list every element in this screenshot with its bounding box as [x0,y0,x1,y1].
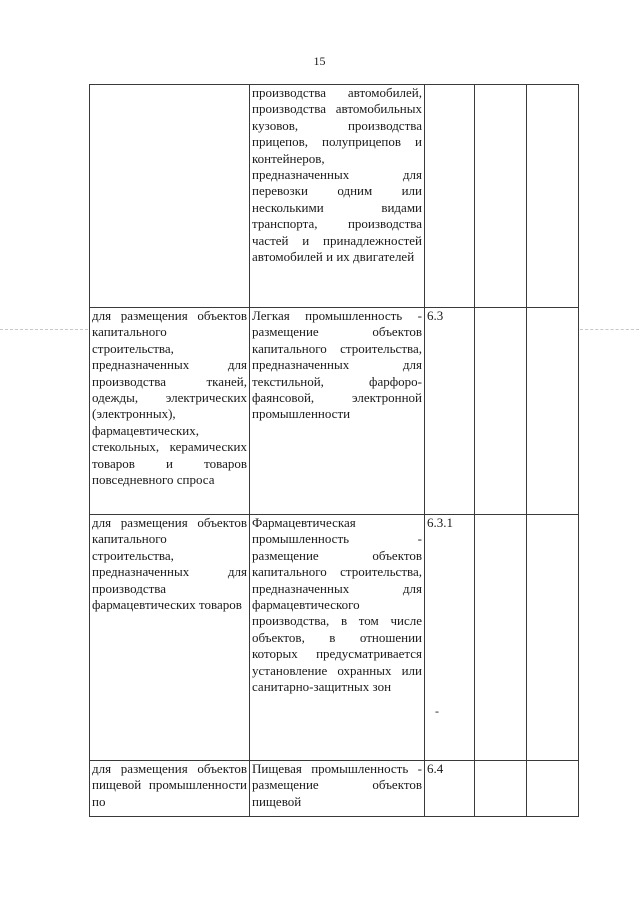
code-cell: 6.3 [425,308,475,515]
description-cell: для размещения объектов пищевой промышленности по [90,761,250,817]
description-cell: для размещения объектов капитального строительства, предназначенных для производства фармацевтических товаров [90,515,250,761]
empty-cell [527,515,579,761]
empty-cell [475,515,527,761]
empty-cell [475,85,527,308]
empty-cell [527,308,579,515]
name-and-text-cell: производства автомобилей, производства автомобильных кузовов, производства прицепов, полуприцепов и контейнеров, предназначенных для перевозки одним или несколькими видами транспорта, производства частей и принадлежностей автомобилей и их двигателей [250,85,425,308]
name-and-text-cell: Фармацевтическая промышленность - размещение объектов капитального строительства, предназначенных для фармацевтического производства, в том числе объектов, в отношении которых предусматривается установление охранных или санитарно-защитных зон [250,515,425,761]
table-row [90,515,579,761]
code-cell: 6.4 [425,761,475,817]
empty-cell [527,761,579,817]
empty-cell [475,761,527,817]
scan-artifact-right [580,329,639,330]
description-cell [90,85,250,308]
land-use-table [89,84,579,817]
empty-cell [527,85,579,308]
table-row [90,85,579,308]
table-row [90,308,579,515]
page-number: 15 [313,54,326,68]
code-cell: 6.3.1 [425,515,475,761]
scan-artifact-left [0,329,88,330]
stray-dash-mark: - [435,704,439,718]
code-cell [425,85,475,308]
table-row [90,761,579,817]
description-cell: для размещения объектов капитального строительства, предназначенных для производства тканей, одежды, электрических (электронных), фармацевтических, стекольных, керамических товаров и товаров повседневного спроса [90,308,250,515]
empty-cell [475,308,527,515]
name-and-text-cell: Легкая промышленность - размещение объектов капитального строительства, предназначенных для текстильной, фарфоро-фаянсовой, электронной промышленности [250,308,425,515]
name-and-text-cell: Пищевая промышленность - размещение объектов пищевой [250,761,425,817]
